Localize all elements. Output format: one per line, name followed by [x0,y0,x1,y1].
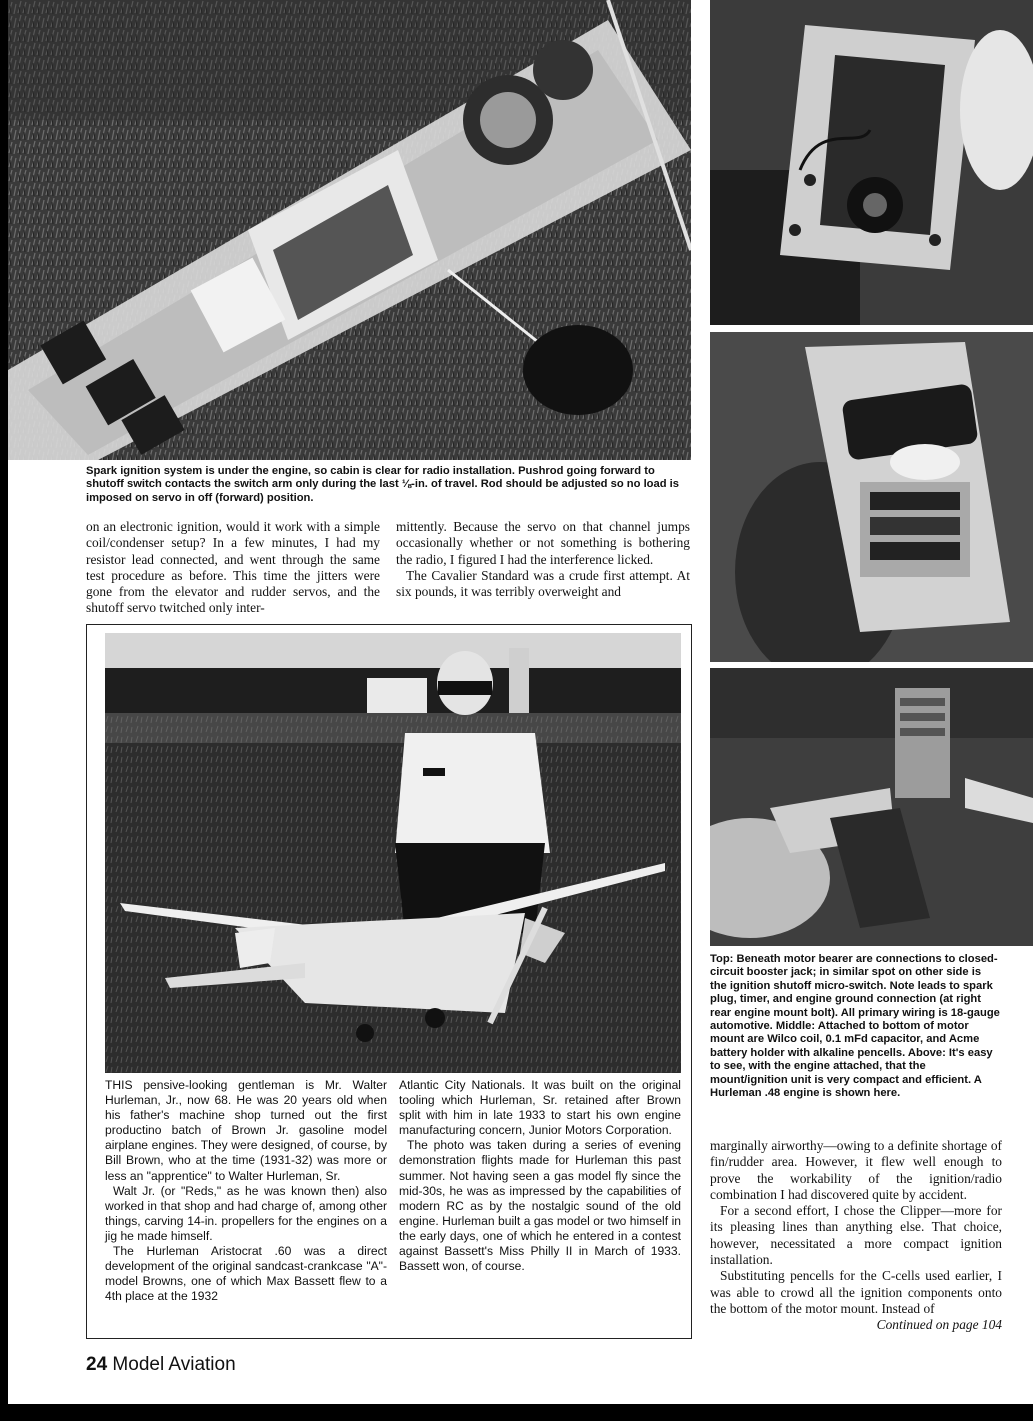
body-paragraph: For a second effort, I chose the Clipper—more for its pleasing lines than anything else. That choice, however, necessitated a more compact ignition installation. [710,1203,1002,1268]
motor-bearer-photo-graphic [710,0,1033,325]
body-paragraph: Substituting pencells for the C-cells used earlier, I was able to crowd all the ignition components onto the bottom of the motor mount. Instead of [710,1268,1002,1316]
body-column-3 [710,1138,1002,1334]
sidebar-box [86,624,692,1339]
body-paragraph: on an electronic ignition, would it work with a simple coil/condenser setup? In a few minutes, I had my resistor lead connected, and went through the same test procedure as before. This time the jitters were gone from the elevator and rudder servos, and the shutoff servo twitched only inter- [86,519,380,616]
hurleman-photo-graphic [105,633,681,1073]
sidebar-caption-column-2 [399,1078,681,1274]
sidebar-paragraph: The photo was taken during a series of evening demonstration flights made for Hurleman this past summer. Not having seen a gas model fly since the mid-30s, he was as impressed by the capabilities of modern RC as by the nostalgic sound of the old engine. Hurleman built a gas model or two himself in the early days, one of which he entered in a contest against Bassett's Miss Philly II in March of 1933. Bassett won, of course. [399,1138,681,1274]
continued-on-page-link[interactable]: Continued on page 104 [876,1317,1002,1333]
right-photo-bottom [710,668,1033,946]
sidebar-paragraph: Walt Jr. (or "Reds," as he was known then) also worked in that shop and had charge of, among other things, carving 14-in. propellers for the engines on a jig he made himself. [105,1183,387,1243]
body-paragraph: mittently. Because the servo on that channel jumps occasionally whether or not something is bothering the radio, I figured I had the interference licked. [396,519,690,567]
top-photo-fuselage [8,0,691,460]
magazine-name: Model Aviation [112,1354,236,1375]
body-paragraph: The Cavalier Standard was a crude first attempt. At six pounds, it was terribly overweight and [396,567,690,600]
page-folio [86,1354,236,1376]
sidebar-caption-column-1 [105,1078,387,1304]
page-number: 24 [86,1354,108,1375]
sidebar-paragraph: The Hurleman Aristocrat .60 was a direct development of the original sandcast-crankcase "A"-model Browns, one of which Max Bassett flew to a 4th place at the 1932 [105,1244,387,1304]
scan-edge-left [0,0,8,1421]
top-photo-caption: Spark ignition system is under the engine, so cabin is clear for radio installation. Pushrod going forward to shutoff switch contacts the switch arm only during the last ⅛-in. of travel. Rod should be adjusted so no load is imposed on servo in off (forward) position. [86,465,680,504]
sidebar-paragraph: THIS pensive-looking gentleman is Mr. Walter Hurleman, Jr., now 68. He was 20 years old when his father's machine shop turned out the first productino batch of Brown Jr. gasoline model airplane engines. They were designed, of course, by Bill Brown, who at the time (1931-32) was more or less an "apprentice" to Walter Hurleman, Sr. [105,1078,387,1183]
hurleman-photo [105,633,681,1073]
sidebar-paragraph: Atlantic City Nationals. It was built on the original tooling which Hurleman, Sr. retained after Brown split with him in late 1933 to start his own engine manufacturing concern, Junior Motors Corporation. [399,1078,681,1138]
body-column-1 [86,519,380,617]
coil-battery-photo-graphic [710,332,1033,662]
right-photos-caption: Top: Beneath motor bearer are connections to closed-circuit booster jack; in similar spot on other side is the ignition shutoff micro-switch. Note leads to spark plug, timer, and engine ground connection (at right rear engine mount bolt). All primary wiring is 18-gauge automotive. Middle: Attached to bottom of motor mount are Wilco coil, 0.1 mFd capacitor, and Acme battery holder with alkaline pencells. Above: It's easy to see, with the engine attached, that the mount/ignition unit is very compact and efficient. A Hurleman .48 engine is shown here. [710,953,1000,1100]
right-photo-top [710,0,1033,325]
body-paragraph: marginally airworthy—owing to a definite shortage of fin/rudder area. However, it flew well enough to prove the workability of the ignition/radio combination I had discovered quite by accident. [710,1138,1002,1202]
body-column-2 [396,519,690,600]
fuselage-photo-graphic [8,0,691,460]
engine-mount-photo-graphic [710,668,1033,946]
scan-edge-bottom [0,1404,1033,1421]
right-photo-middle [710,332,1033,662]
